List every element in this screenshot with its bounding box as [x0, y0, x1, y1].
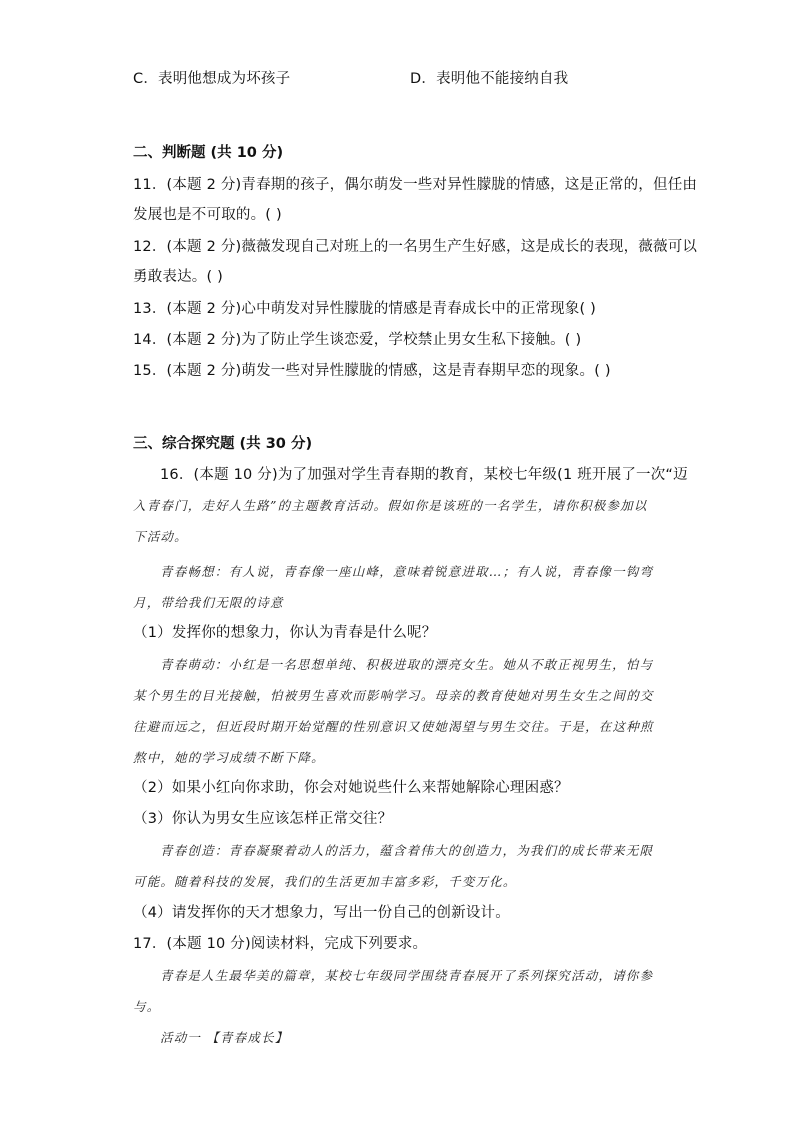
material-youth-awakening-line3: 往避而远之，但近段时期开始觉醒的性别意识又使她渴望与男生交往。于是，在这种煎 — [133, 719, 654, 734]
material-youth-awakening-line1: 青春萌动：小红是一名思想单纯、积极进取的漂亮女生。她从不敢正视男生，怕与 — [160, 657, 654, 672]
material-youth-creation-line2: 可能。随着科技的发展，我们的生活更加丰富多彩，千变万化。 — [133, 874, 517, 889]
judgment-q11-line1: 11．(本题 2 分)青春期的孩子，偶尔萌发一些对异性朦胧的情感，这是正常的，但任由 — [133, 177, 698, 193]
judgment-q12-line2: 勇敢表达。( ) — [133, 269, 224, 285]
judgment-q15: 15．(本题 2 分)萌发一些对异性朦胧的情感，这是青春期早恋的现象。( ) — [133, 363, 611, 379]
judgment-q14: 14．(本题 2 分)为了防止学生谈恋爱，学校禁止男女生私下接触。( ) — [133, 332, 582, 348]
material-youth-awakening-line2: 某个男生的目光接触，怕被男生喜欢而影响学习。母亲的教育使她对男生女生之间的交 — [133, 688, 654, 703]
section-3-heading: 三、综合探究题 (共 30 分) — [133, 436, 313, 452]
activity-one-label: 活动一 【青春成长】 — [160, 1030, 289, 1045]
judgment-q12-line1: 12．(本题 2 分)薇薇发现自己对班上的一名男生产生好感，这是成长的表现，薇薇可以 — [133, 239, 698, 255]
option-d: D．表明他不能接纳自我 — [410, 71, 569, 87]
q16-intro-line1: 16．(本题 10 分)为了加强对学生青春期的教育，某校七年级(1 班开展了一次“迈 — [160, 467, 688, 483]
q16-sub4: （4）请发挥你的天才想象力，写出一份自己的创新设计。 — [133, 905, 510, 921]
material-q17-line1: 青春是人生最华美的篇章，某校七年级同学围绕青春展开了系列探究活动，请你参 — [160, 968, 654, 983]
option-c: C．表明他想成为坏孩子 — [133, 71, 291, 87]
material-youth-vision-line2: 月，带给我们无限的诗意 — [133, 595, 284, 610]
material-youth-creation-line1: 青春创造：青春凝聚着动人的活力，蕴含着伟大的创造力，为我们的成长带来无限 — [160, 843, 654, 858]
q16-intro-line2: 入青春门，走好人生路”的主题教育活动。假如你是该班的一名学生，请你积极参加以 — [133, 498, 648, 513]
judgment-q13: 13．(本题 2 分)心中萌发对异性朦胧的情感是青春成长中的正常现象( ) — [133, 301, 597, 317]
material-youth-vision-line1: 青春畅想：有人说，青春像一座山峰，意味着锐意进取…；有人说，青春像一钩弯 — [160, 564, 654, 579]
material-q17-line2: 与。 — [133, 999, 161, 1014]
section-2-heading: 二、判断题 (共 10 分) — [133, 145, 284, 161]
judgment-q11-line2: 发展也是不可取的。( ) — [133, 207, 282, 223]
q16-sub2: （2）如果小红向你求助，你会对她说些什么来帮她解除心理困惑？ — [133, 780, 569, 796]
material-youth-awakening-line4: 熬中，她的学习成绩不断下降。 — [133, 750, 325, 765]
q16-sub1: （1）发挥你的想象力，你认为青春是什么呢？ — [133, 625, 437, 641]
q17-intro: 17．(本题 10 分)阅读材料，完成下列要求。 — [133, 936, 428, 952]
q16-sub3: （3）你认为男女生应该怎样正常交往？ — [133, 811, 393, 827]
q16-intro-line3: 下活动。 — [133, 529, 188, 544]
